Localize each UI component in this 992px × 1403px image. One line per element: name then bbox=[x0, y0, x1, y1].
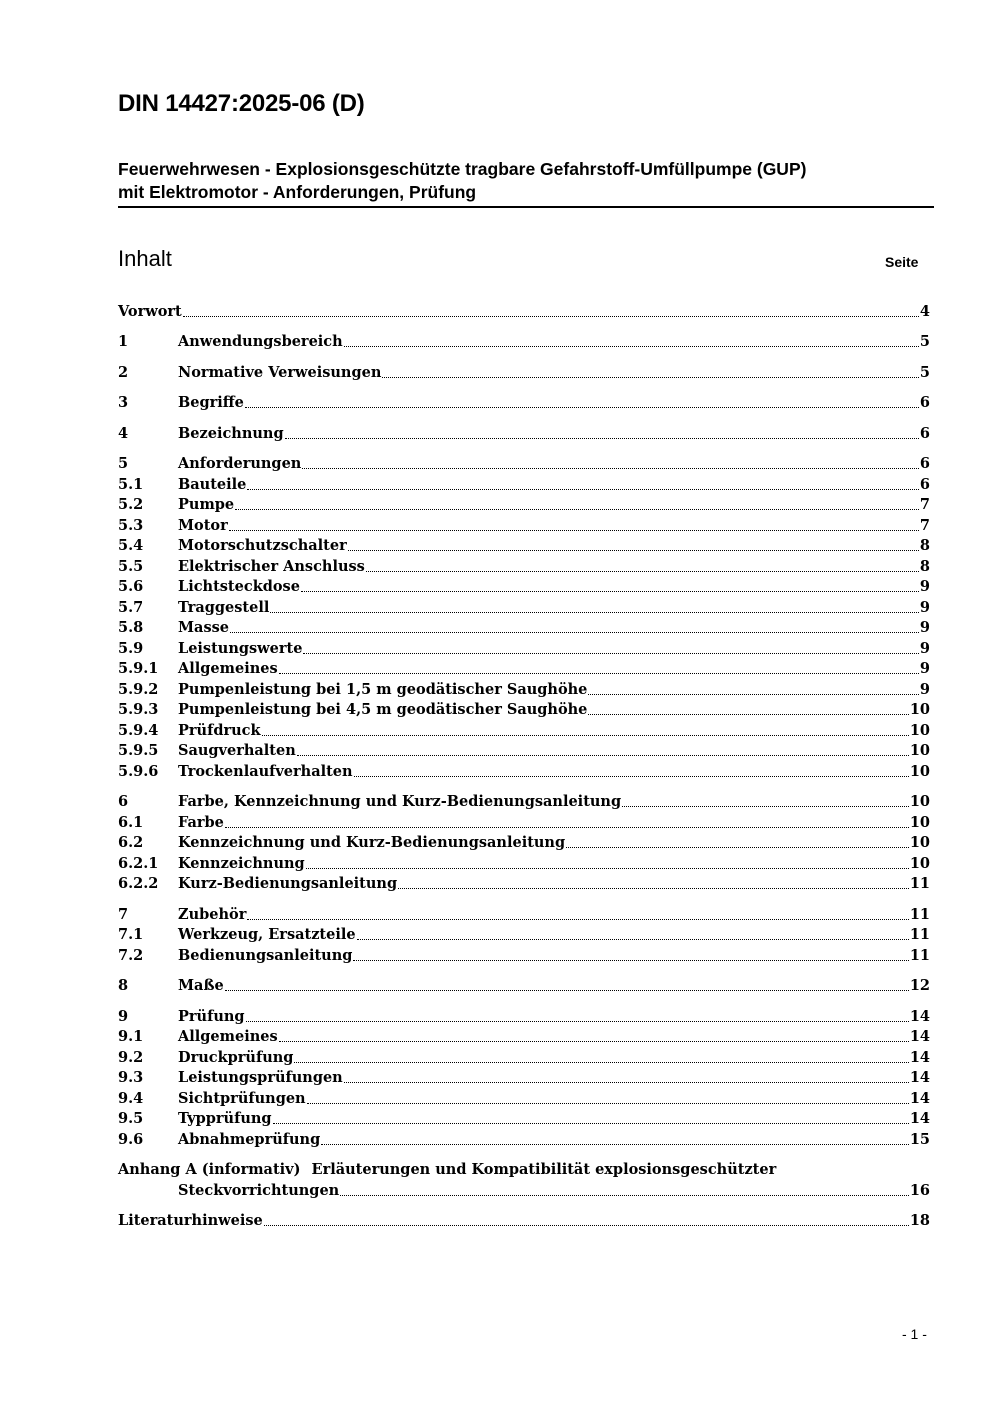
toc-entry-9-6-abnahmeprüfung[interactable] bbox=[118, 1130, 930, 1150]
dot-leader bbox=[366, 570, 919, 572]
toc-entry-8-maße[interactable] bbox=[118, 976, 930, 996]
toc-entry-number: 8 bbox=[118, 977, 129, 994]
toc-entry-number: 1 bbox=[118, 333, 129, 350]
toc-entry-title: Kennzeichnung und Kurz-Bedienungsanleitung bbox=[178, 834, 566, 851]
toc-entry-9-3-leistungsprüfungen[interactable] bbox=[118, 1068, 930, 1088]
toc-entry-number: 5.8 bbox=[118, 619, 144, 636]
toc-entry-title: Typprüfung bbox=[178, 1110, 272, 1127]
toc-entry-title: Anforderungen bbox=[178, 455, 302, 472]
toc-entry-page: 14 bbox=[909, 1069, 930, 1086]
dot-leader bbox=[247, 488, 919, 490]
toc-entry-page: 11 bbox=[909, 906, 930, 923]
toc-entry-title: Zubehör bbox=[178, 906, 247, 923]
toc-entry-title: Abnahmeprüfung bbox=[178, 1131, 321, 1148]
toc-entry-number: 5.7 bbox=[118, 599, 144, 616]
toc-entry-annex-a-line-1[interactable] bbox=[118, 1160, 776, 1180]
toc-entry-page: 7 bbox=[919, 517, 930, 534]
toc-entry-title: Anwendungsbereich bbox=[178, 333, 343, 350]
toc-entry-page: 5 bbox=[919, 364, 930, 381]
dot-leader bbox=[270, 611, 919, 613]
toc-entry-5-7-traggestell[interactable] bbox=[118, 598, 930, 618]
dot-leader bbox=[588, 713, 908, 715]
toc-entry-title: Druckprüfung bbox=[178, 1049, 294, 1066]
dot-leader bbox=[230, 631, 919, 633]
toc-entry-9-5-typprüfung[interactable] bbox=[118, 1109, 930, 1129]
toc-entry-page: 14 bbox=[909, 1049, 930, 1066]
toc-entry-page: 10 bbox=[909, 834, 930, 851]
toc-entry-number: 9.5 bbox=[118, 1110, 144, 1127]
toc-entry-5-8-masse[interactable] bbox=[118, 618, 930, 638]
toc-entry-title: Werkzeug, Ersatzteile bbox=[178, 926, 356, 943]
toc-entry-page: 10 bbox=[909, 855, 930, 872]
toc-entry-page: 10 bbox=[909, 722, 930, 739]
toc-entry-title: Traggestell bbox=[178, 599, 270, 616]
dot-leader bbox=[302, 467, 919, 469]
toc-entry-page: 9 bbox=[919, 640, 930, 657]
toc-entry-7-1-werkzeug-ersatzteile[interactable] bbox=[118, 925, 930, 945]
toc-entry-number: 5.9 bbox=[118, 640, 144, 657]
dot-leader bbox=[285, 437, 919, 439]
toc-entry-title: Pumpenleistung bei 1,5 m geodätischer Saughöhe bbox=[178, 681, 588, 698]
toc-entry-5-anforderungen[interactable] bbox=[118, 454, 930, 474]
toc-entry-page: 14 bbox=[909, 1090, 930, 1107]
toc-entry-page: 4 bbox=[919, 303, 930, 320]
dot-leader bbox=[225, 826, 909, 828]
toc-entry-number: 5.3 bbox=[118, 517, 144, 534]
toc-entry-title: Prüfdruck bbox=[178, 722, 261, 739]
dot-leader bbox=[321, 1143, 909, 1145]
toc-entry-7-2-bedienungsanleitung[interactable] bbox=[118, 946, 930, 966]
toc-entry-page: 11 bbox=[909, 926, 930, 943]
toc-entry-number: 5.9.3 bbox=[118, 701, 159, 718]
toc-entry-page: 10 bbox=[909, 814, 930, 831]
toc-entry-5-4-motorschutzschalter[interactable] bbox=[118, 536, 930, 556]
dot-leader bbox=[273, 1122, 909, 1124]
toc-entry-number: 5.9.2 bbox=[118, 681, 159, 698]
toc-entry-3-begriffe[interactable] bbox=[118, 393, 930, 413]
toc-entry-5-9-4-prüfdruck[interactable] bbox=[118, 721, 930, 741]
toc-entry-5-9-leistungswerte[interactable] bbox=[118, 639, 930, 659]
toc-entry-page: 10 bbox=[909, 701, 930, 718]
toc-entry-title: Leistungsprüfungen bbox=[178, 1069, 343, 1086]
dot-leader bbox=[340, 1194, 909, 1196]
toc-entry-title: Lichtsteckdose bbox=[178, 578, 300, 595]
toc-entry-title: Farbe, Kennzeichnung und Kurz-Bedienungsanleitung bbox=[178, 793, 622, 810]
toc-entry-title: Kurz-Bedienungsanleitung bbox=[178, 875, 398, 892]
toc-entry-title: Bedienungsanleitung bbox=[178, 947, 353, 964]
toc-entry-number: 5.1 bbox=[118, 476, 144, 493]
toc-entry-5-3-motor[interactable] bbox=[118, 516, 930, 536]
toc-entry-number: 9.2 bbox=[118, 1049, 144, 1066]
toc-entry-5-5-elektrischer-anschluss[interactable] bbox=[118, 557, 930, 577]
toc-entry-page: 11 bbox=[909, 947, 930, 964]
toc-entry-page: 9 bbox=[919, 660, 930, 677]
toc-entry-5-9-5-saugverhalten[interactable] bbox=[118, 741, 930, 761]
toc-entry-6-2-1-kennzeichnung[interactable] bbox=[118, 854, 930, 874]
toc-entry-page: 9 bbox=[919, 578, 930, 595]
toc-entry-title: Pumpenleistung bei 4,5 m geodätischer Saughöhe bbox=[178, 701, 588, 718]
dot-leader bbox=[301, 590, 919, 592]
dot-leader bbox=[262, 734, 909, 736]
toc-entry-9-2-druckprüfung[interactable] bbox=[118, 1048, 930, 1068]
dot-leader bbox=[348, 549, 919, 551]
toc-entry-title: Maße bbox=[178, 977, 224, 994]
toc-entry-5-1-bauteile[interactable] bbox=[118, 475, 930, 495]
toc-entry-number: 7.1 bbox=[118, 926, 144, 943]
toc-entry-number: 9.6 bbox=[118, 1131, 144, 1148]
dot-leader bbox=[247, 918, 908, 920]
toc-entry-number: 5.9.1 bbox=[118, 660, 159, 677]
toc-entry-title: Leistungswerte bbox=[178, 640, 303, 657]
toc-entry-title: Trockenlaufverhalten bbox=[178, 763, 353, 780]
toc-entry-title: Sichtprüfungen bbox=[178, 1090, 306, 1107]
dot-leader bbox=[246, 1020, 909, 1022]
dot-leader bbox=[279, 672, 919, 674]
toc-entry-title: Pumpe bbox=[178, 496, 235, 513]
toc-entry-number: 5 bbox=[118, 455, 129, 472]
toc-entry-number: 2 bbox=[118, 364, 129, 381]
page-number: - 1 - bbox=[902, 1326, 927, 1342]
toc-entry-page: 6 bbox=[919, 425, 930, 442]
toc-entry-4-bezeichnung[interactable] bbox=[118, 424, 930, 444]
toc-entry-page: 9 bbox=[919, 599, 930, 616]
toc-entry-page: 7 bbox=[919, 496, 930, 513]
dot-leader bbox=[297, 754, 909, 756]
toc-entry-page: 14 bbox=[909, 1110, 930, 1127]
document-title: DIN 14427:2025-06 (D) bbox=[118, 90, 365, 117]
annex-title-line-1: Erläuterungen und Kompatibilität explosionsgeschützter bbox=[311, 1161, 777, 1178]
toc-entry-page: 10 bbox=[909, 763, 930, 780]
dot-leader bbox=[279, 1040, 909, 1042]
toc-entry-annex-a-line-2[interactable] bbox=[118, 1181, 930, 1201]
toc-entry-number: 5.2 bbox=[118, 496, 144, 513]
dot-leader bbox=[357, 938, 909, 940]
toc-entry-number: 6.1 bbox=[118, 814, 144, 831]
dot-leader bbox=[353, 959, 908, 961]
toc-heading: Inhalt bbox=[118, 246, 172, 271]
toc-entry-title: Bauteile bbox=[178, 476, 247, 493]
dot-leader bbox=[235, 508, 919, 510]
toc-entry-number: 6.2 bbox=[118, 834, 144, 851]
toc-entry-5-2-pumpe[interactable] bbox=[118, 495, 930, 515]
toc-entry-page: 18 bbox=[909, 1212, 930, 1229]
toc-entry-number: 5.9.5 bbox=[118, 742, 159, 759]
toc-entry-title: Farbe bbox=[178, 814, 224, 831]
toc-entry-5-6-lichtsteckdose[interactable] bbox=[118, 577, 930, 597]
toc-entry-page: 10 bbox=[909, 742, 930, 759]
toc-entry-page: 9 bbox=[919, 619, 930, 636]
toc-entry-number: 9 bbox=[118, 1008, 129, 1025]
toc-entry-title: Normative Verweisungen bbox=[178, 364, 382, 381]
toc-entry-page: 10 bbox=[909, 793, 930, 810]
toc-entry-number: 9.1 bbox=[118, 1028, 144, 1045]
toc-entry-page: 6 bbox=[919, 394, 930, 411]
toc-entry-number: 5.9.4 bbox=[118, 722, 159, 739]
subtitle-line-1: Feuerwehrwesen - Explosionsgeschützte tragbare Gefahrstoff-Umfüllpumpe (GUP) bbox=[118, 159, 807, 179]
toc-entry-literaturhinweise[interactable] bbox=[118, 1211, 930, 1231]
toc-entry-page: 8 bbox=[919, 537, 930, 554]
toc-entry-page: 15 bbox=[909, 1131, 930, 1148]
toc-entry-5-9-6-trockenlaufverhalten[interactable] bbox=[118, 762, 930, 782]
dot-leader bbox=[344, 1081, 909, 1083]
annex-label: Anhang A (informativ) bbox=[118, 1161, 301, 1178]
dot-leader bbox=[354, 775, 909, 777]
dot-leader bbox=[307, 1102, 909, 1104]
toc-entry-title: Masse bbox=[178, 619, 229, 636]
toc-entry-number: 5.5 bbox=[118, 558, 144, 575]
toc-entry-6-2-kennzeichnung-und-kurz-bedienungsanleitung[interactable] bbox=[118, 833, 930, 853]
toc-entry-title: Elektrischer Anschluss bbox=[178, 558, 365, 575]
toc-entry-title: Vorwort bbox=[118, 303, 182, 320]
toc-entry-6-farbe-kennzeichnung-und-kurz-bedienungsanleitung[interactable] bbox=[118, 792, 930, 812]
toc-entry-title: Allgemeines bbox=[178, 660, 278, 677]
toc-entry-title: Motorschutzschalter bbox=[178, 537, 347, 554]
toc-entry-9-1-allgemeines[interactable] bbox=[118, 1027, 930, 1047]
toc-entry-1-anwendungsbereich[interactable] bbox=[118, 332, 930, 352]
toc-entry-page: 16 bbox=[909, 1182, 930, 1199]
dot-leader bbox=[294, 1061, 908, 1063]
dot-leader bbox=[229, 529, 919, 531]
toc-entry-page: 12 bbox=[909, 977, 930, 994]
toc-entry-9-prüfung[interactable] bbox=[118, 1007, 930, 1027]
dot-leader bbox=[245, 406, 919, 408]
toc-entry-number: 5.9.6 bbox=[118, 763, 159, 780]
toc-entry-title: Allgemeines bbox=[178, 1028, 278, 1045]
dot-leader bbox=[306, 867, 909, 869]
toc-entry-title: Literaturhinweise bbox=[118, 1212, 263, 1229]
toc-entry-2-normative-verweisungen[interactable] bbox=[118, 363, 930, 383]
toc-entry-title: Saugverhalten bbox=[178, 742, 296, 759]
toc-entry-number: 5.6 bbox=[118, 578, 144, 595]
dot-leader bbox=[398, 887, 909, 889]
toc-entry-page: 11 bbox=[909, 875, 930, 892]
toc-entry-title: Prüfung bbox=[178, 1008, 245, 1025]
toc-page-column-label: Seite bbox=[885, 254, 919, 270]
dot-leader bbox=[622, 805, 909, 807]
toc-entry-page: 5 bbox=[919, 333, 930, 350]
toc-entry-5-9-2-pumpenleistung-bei-1-5-m-geodätischer-saughöhe[interactable] bbox=[118, 680, 930, 700]
toc-entry-page: 9 bbox=[919, 681, 930, 698]
dot-leader bbox=[303, 652, 918, 654]
annex-title-line-2: Steckvorrichtungen bbox=[178, 1182, 340, 1199]
dot-leader bbox=[382, 376, 919, 378]
dot-leader bbox=[225, 989, 909, 991]
toc-entry-title: Begriffe bbox=[178, 394, 244, 411]
toc-entry-title: Bezeichnung bbox=[178, 425, 284, 442]
toc-entry-5-9-3-pumpenleistung-bei-4-5-m-geodätischer-saughöhe[interactable] bbox=[118, 700, 930, 720]
toc-entry-7-zubehör[interactable] bbox=[118, 905, 930, 925]
toc-entry-page: 14 bbox=[909, 1008, 930, 1025]
toc-entry-number: 6.2.1 bbox=[118, 855, 159, 872]
toc-entry-title: Motor bbox=[178, 517, 228, 534]
toc-entry-number: 7.2 bbox=[118, 947, 144, 964]
dot-leader bbox=[264, 1224, 909, 1226]
dot-leader bbox=[566, 846, 909, 848]
toc-entry-page: 14 bbox=[909, 1028, 930, 1045]
toc-entry-6-1-farbe[interactable] bbox=[118, 813, 930, 833]
toc-entry-number: 5.4 bbox=[118, 537, 144, 554]
toc-entry-number: 6.2.2 bbox=[118, 875, 159, 892]
toc-entry-page: 6 bbox=[919, 455, 930, 472]
toc-entry-number: 7 bbox=[118, 906, 129, 923]
dot-leader bbox=[588, 693, 919, 695]
toc-entry-number: 4 bbox=[118, 425, 129, 442]
dot-leader bbox=[183, 315, 919, 317]
toc-entry-9-4-sichtprüfungen[interactable] bbox=[118, 1089, 930, 1109]
toc-entry-number: 6 bbox=[118, 793, 129, 810]
toc-entry-page: 6 bbox=[919, 476, 930, 493]
toc-entry-6-2-2-kurz-bedienungsanleitung[interactable] bbox=[118, 874, 930, 894]
toc-entry-5-9-1-allgemeines[interactable] bbox=[118, 659, 930, 679]
dot-leader bbox=[344, 345, 919, 347]
toc-entry-number: 9.3 bbox=[118, 1069, 144, 1086]
toc-entry-number: 9.4 bbox=[118, 1090, 144, 1107]
toc-entry-number: 3 bbox=[118, 394, 129, 411]
toc-entry-title: Kennzeichnung bbox=[178, 855, 305, 872]
toc-entry-page: 8 bbox=[919, 558, 930, 575]
toc-entry-vorwort[interactable] bbox=[118, 302, 930, 322]
subtitle-line-2: mit Elektromotor - Anforderungen, Prüfung bbox=[118, 182, 477, 202]
